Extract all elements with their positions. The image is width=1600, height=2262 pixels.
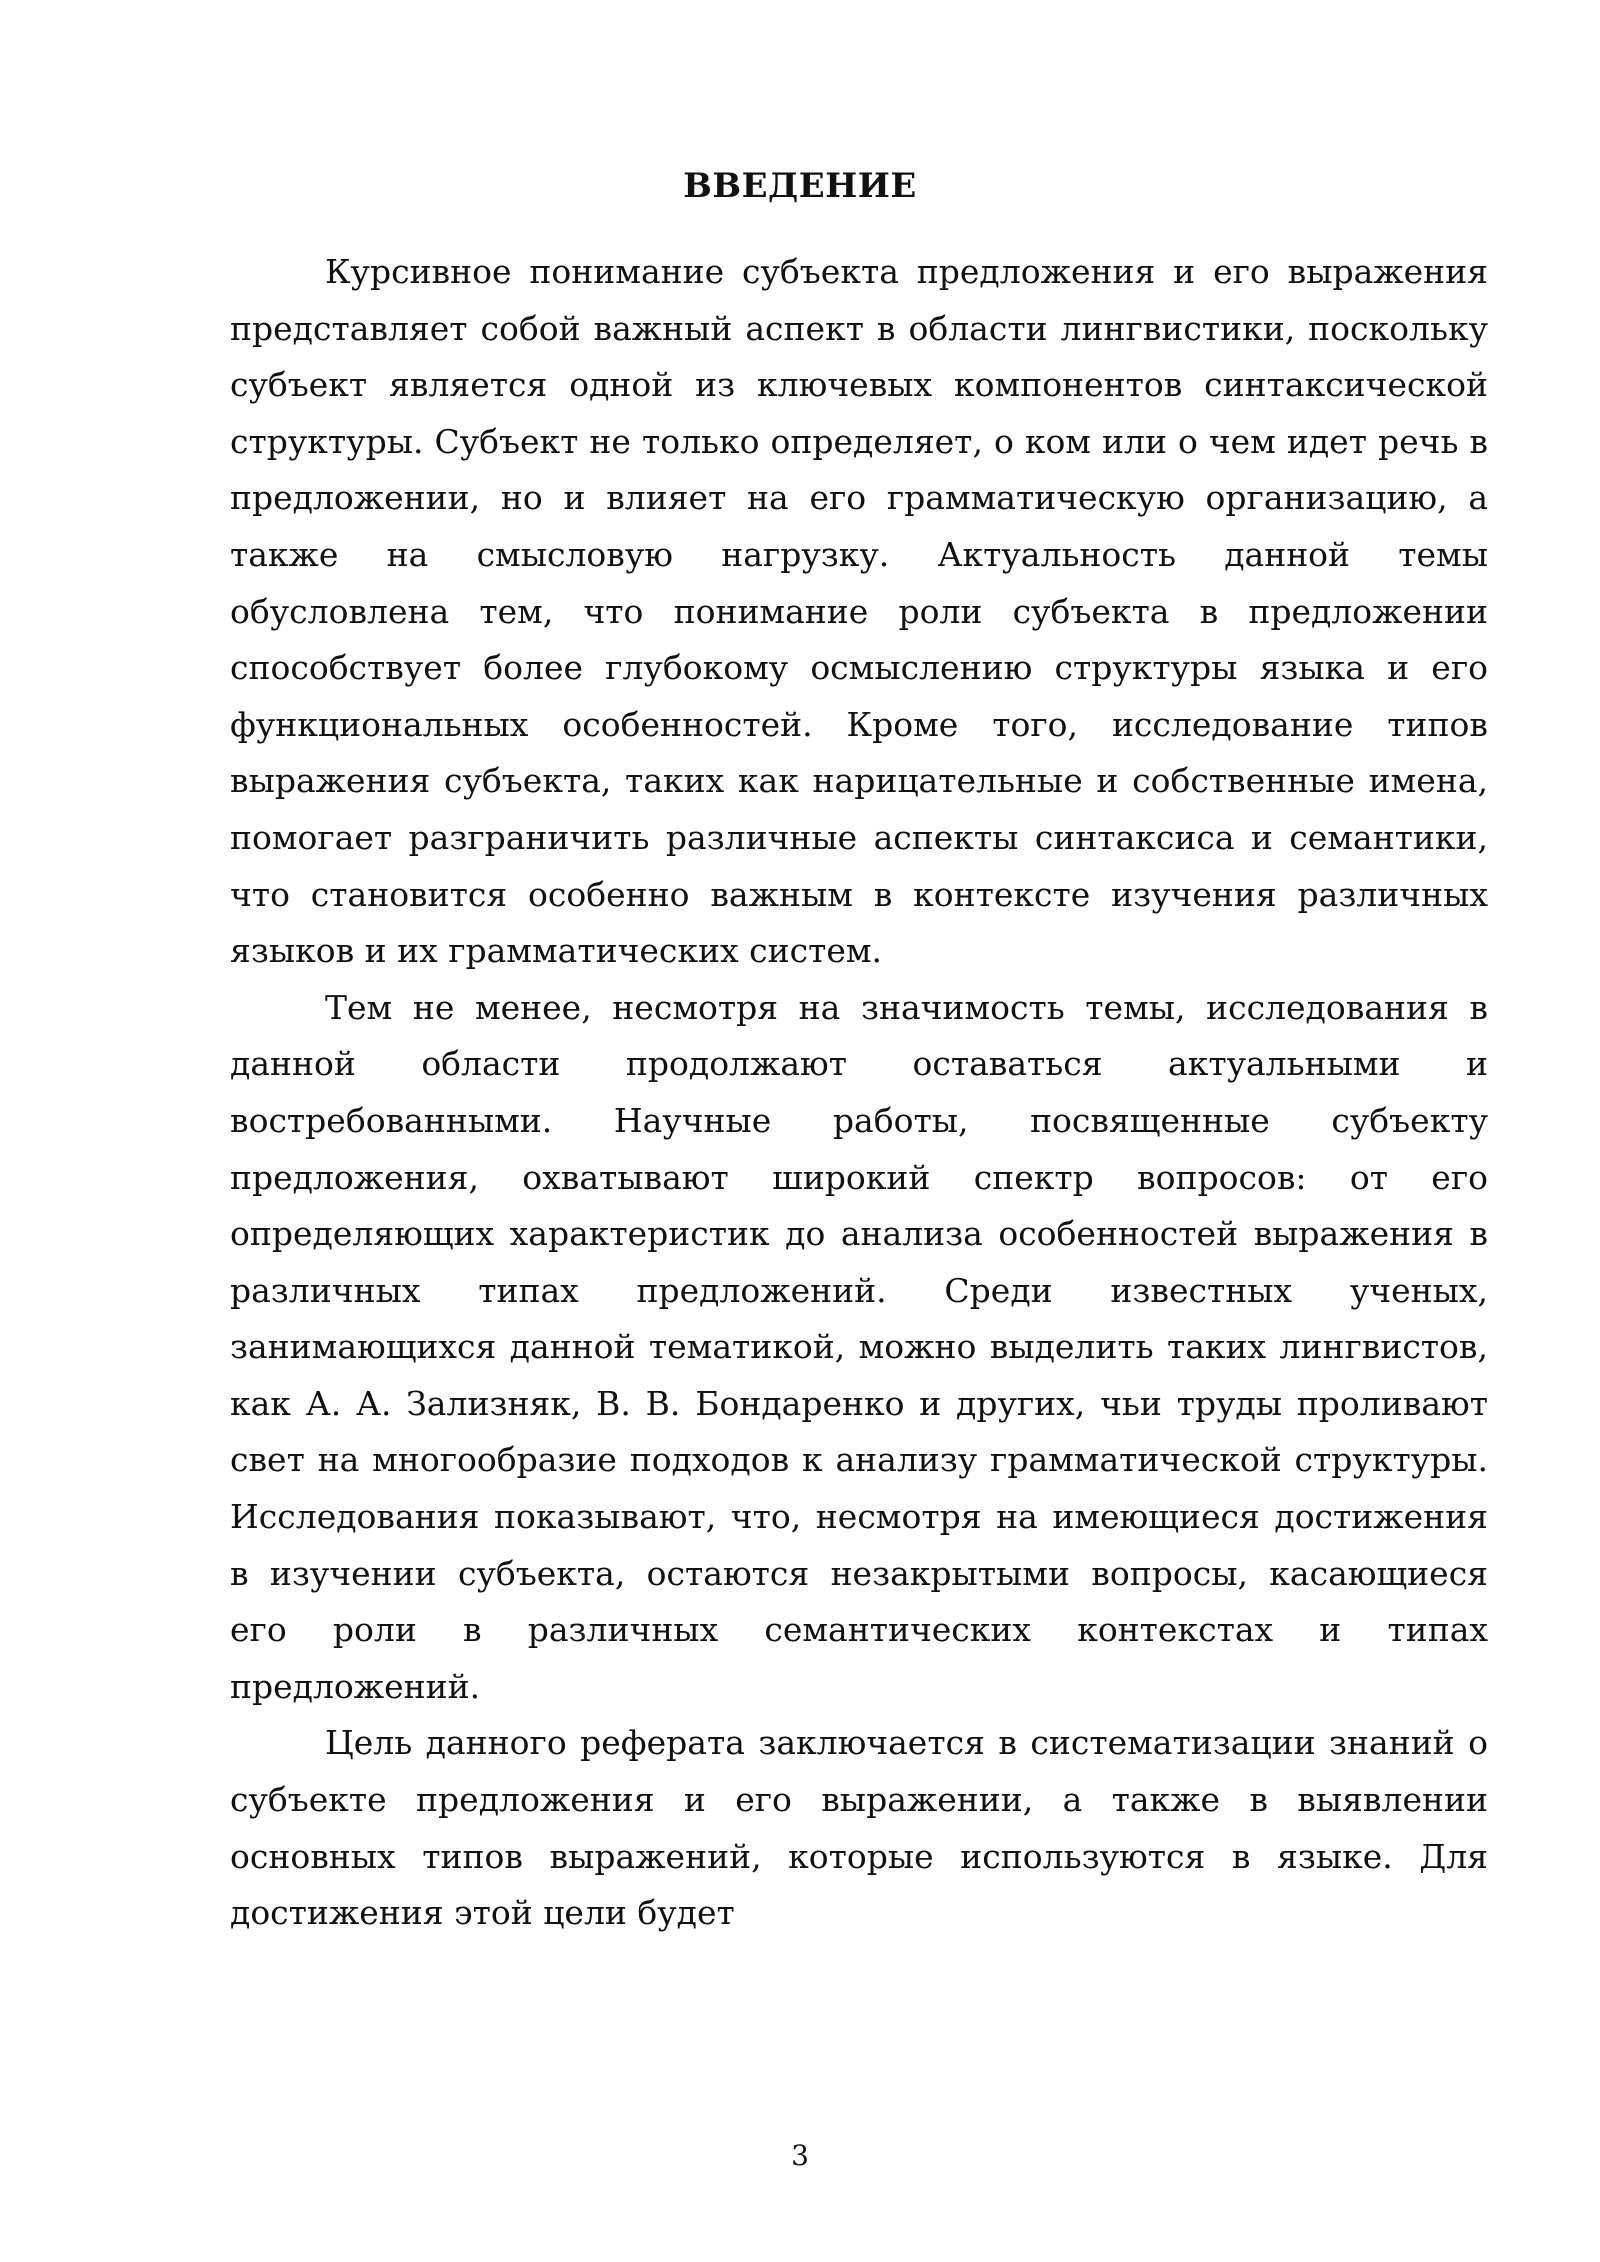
page-number: 3 — [791, 2139, 809, 2172]
section-heading: ВВЕДЕНИЕ — [683, 166, 917, 206]
paragraph-2: Тем не менее, несмотря на значимость темы, исследования в данной области продолжают оставаться актуальными и востребованными. Научные работы, посвященные субъекту предложения, охватывают широкий спектр вопросов: от его определяющих характеристик до анализа особенностей выражения в различных типах предложений. Среди известных ученых, занимающихся данной тематикой, можно выделить таких лингвистов, как А. А. Зализняк, В. В. Бондаренко и других, чьи труды проливают свет на многообразие подходов к анализу грамматической структуры. Исследования показывают, что, несмотря на имеющиеся достижения в изучении субъекта, остаются незакрытыми вопросы, касающиеся его роли в различных семантических контекстах и типах предложений. — [230, 987, 1488, 1706]
paragraph-1: Курсивное понимание субъекта предложения и его выражения представляет собой важный аспект в области лингвистики, поскольку субъект является одной из ключевых компонентов синтаксической структуры. Субъект не только определяет, о ком или о чем идет речь в предложении, но и влияет на его грамматическую организацию, а также на смысловую нагрузку. Актуальность данной темы обусловлена тем, что понимание роли субъекта в предложении способствует более глубокому осмыслению структуры языка и его функциональных особенностей. Кроме того, исследование типов выражения субъекта, таких как нарицательные и собственные имена, помогает разграничить различные аспекты синтаксиса и семантики, что становится особенно важным в контексте изучения различных языков и их грамматических систем. — [230, 252, 1488, 971]
body-text — [230, 244, 1488, 1942]
paragraph-3: Цель данного реферата заключается в систематизации знаний о субъекте предложения и его выражении, а также в выявлении основных типов выражений, которые используются в языке. Для достижения этой цели будет — [230, 1723, 1488, 1933]
